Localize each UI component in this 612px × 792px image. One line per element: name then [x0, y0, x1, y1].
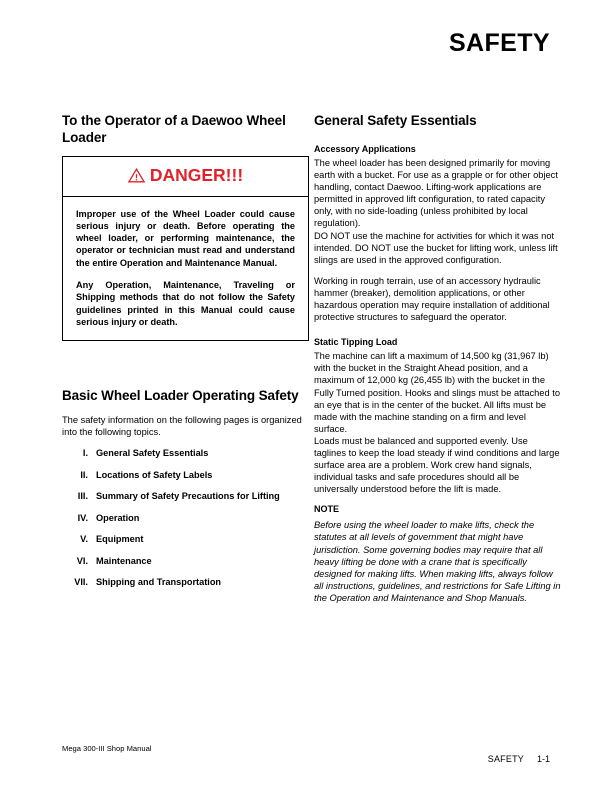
- accessory-paragraph-3: Working in rough terrain, use of an accessory hydraulic hammer (breaker), demolition applications, or other hazardous operation may require installation of additional protective structures to safeguard the operator.: [314, 275, 550, 323]
- list-item-numeral: IV.: [77, 512, 88, 523]
- page-footer: [62, 744, 550, 764]
- list-item: [62, 533, 309, 545]
- right-column: [314, 112, 561, 613]
- list-item-numeral: II.: [80, 469, 88, 480]
- list-item: [62, 447, 309, 459]
- list-item: [62, 490, 309, 502]
- list-item-label: General Safety Essentials: [96, 448, 209, 459]
- accessory-paragraph-2: DO NOT use the machine for activities for which it was not intended. DO NOT use the bucket for lifting work, unless lift slings are used in the approved configuration.: [314, 230, 558, 265]
- list-item-numeral: I.: [82, 448, 88, 459]
- list-item-label: Operation: [96, 512, 140, 523]
- list-item-numeral: III.: [77, 491, 88, 502]
- list-item: [62, 555, 309, 567]
- list-item-label: Locations of Safety Labels: [96, 469, 213, 480]
- subheading-static-tipping-load: Static Tipping Load: [314, 337, 398, 348]
- danger-header: [63, 157, 308, 197]
- list-item-label: Equipment: [96, 534, 144, 545]
- list-item: [62, 576, 309, 588]
- danger-paragraph: Any Operation, Maintenance, Traveling or Shipping methods that do not follow the Safety guidelines printed in this Manual could cause serious injury or death.: [76, 279, 295, 327]
- footer-section-and-page: [473, 744, 550, 774]
- static-tipping-paragraph-2: Loads must be balanced and supported evenly. Use taglines to keep the load steady if wind conditions and large surface area are a problem. Work crew hand signals, individual tasks and safe procedures should all be universally understood before the lift is made.: [314, 435, 560, 495]
- danger-label: DANGER!!!: [149, 165, 244, 185]
- list-item-numeral: VII.: [74, 577, 88, 588]
- subheading-accessory-applications: Accessory Applications: [314, 144, 416, 154]
- note-text: Before using the wheel loader to make lifts, check the statutes at all levels of government that might have jurisdiction. Some governing bodies may require that all heavy lifting be done with a crane that is specifically designed for making lifts. When making lifts, always follow all instructions, guidelines, and restrictions for Safe Lifting in the Operation and Maintenance and Shop Manuals.: [314, 520, 561, 603]
- warning-triangle-icon: [128, 168, 145, 183]
- basic-safety-intro: The safety information on the following pages is organized into the following topics.: [62, 415, 302, 438]
- topics-list: [62, 447, 309, 588]
- danger-body: [63, 197, 308, 341]
- list-item-numeral: V.: [80, 534, 88, 545]
- list-item-label: Shipping and Transportation: [96, 577, 222, 588]
- footer-manual-title: Mega 300-III Shop Manual: [62, 744, 152, 753]
- accessory-paragraph-1: The wheel loader has been designed primarily for moving earth with a bucket. For use as a grapple or for other object handling, contact Daewoo. Lifting-work applications are permitted in approved lift configuration, to rated capacity only, with no side-loading (unless prohibited by local regulation).: [314, 158, 558, 229]
- left-column: [62, 112, 309, 598]
- danger-callout-box: [62, 156, 309, 341]
- list-item-label: Summary of Safety Precautions for Lifting: [96, 491, 280, 502]
- heading-general-safety-essentials: General Safety Essentials: [314, 113, 477, 128]
- footer-section-label: SAFETY: [487, 754, 524, 764]
- danger-paragraph: Improper use of the Wheel Loader could cause serious injury or death. Before operating the wheel loader, or performing maintenance, the operator or technician must read and understand the entire Operation and Maintenance Manual.: [76, 208, 295, 268]
- list-item-numeral: VI.: [76, 555, 88, 566]
- page-title: SAFETY: [448, 29, 550, 57]
- list-item: [62, 469, 309, 481]
- heading-basic-wheel-loader-operating-safety: Basic Wheel Loader Operating Safety: [62, 388, 299, 404]
- static-tipping-paragraph-1: The machine can lift a maximum of 14,500 kg (31,967 lb) with the bucket in the Straight Ahead position, and a maximum of 12,000 kg (26,455 lb) with the bucket in the Fully Turned position. Hooks and slings must be attached to an eye that is in the center of the bucket. All lifts must be made with the machine standing on a firm and level surface.: [314, 351, 560, 434]
- footer-page-number: 1-1: [536, 754, 550, 764]
- list-item-label: Maintenance: [96, 555, 152, 566]
- heading-to-the-operator: To the Operator of a Daewoo Wheel Loader: [62, 113, 286, 145]
- subheading-note: NOTE: [314, 504, 340, 515]
- list-item: [62, 512, 309, 524]
